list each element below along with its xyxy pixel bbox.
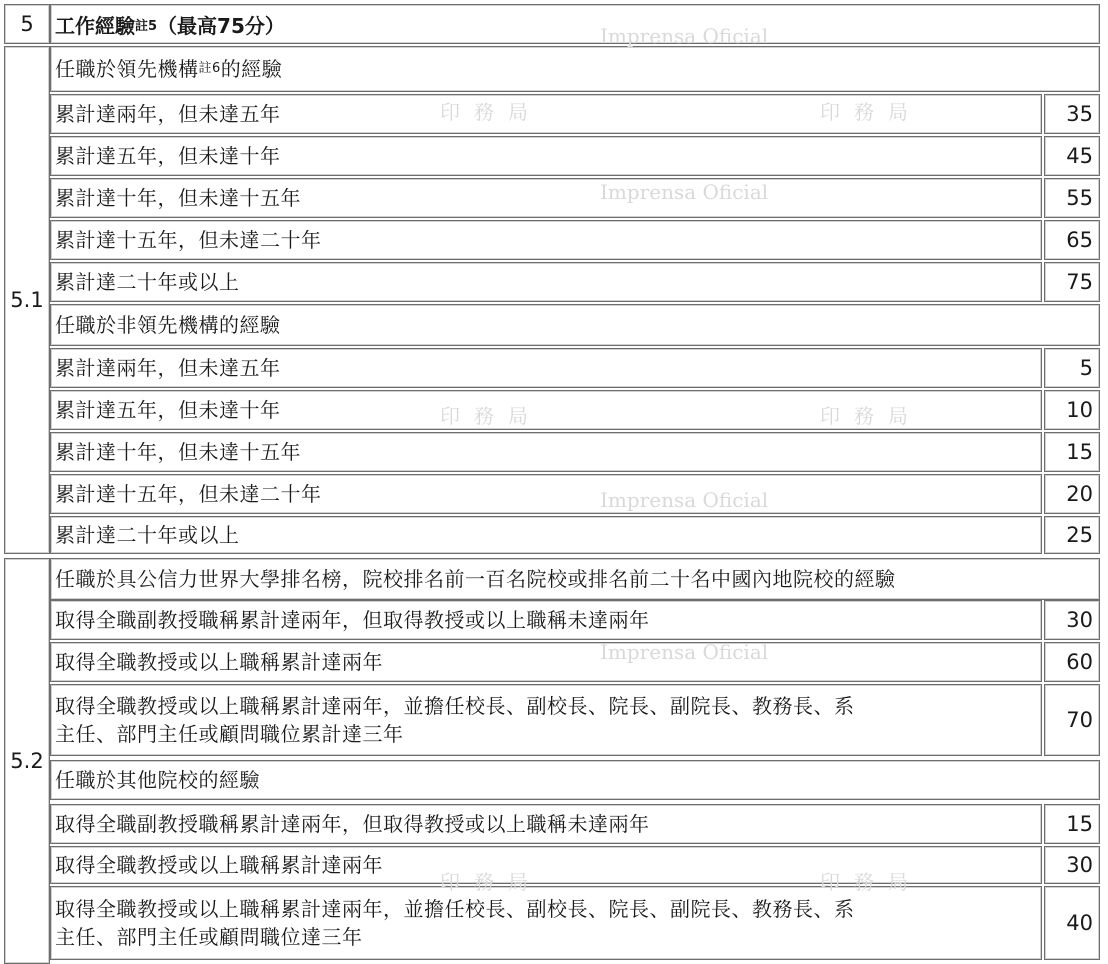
row-points: 30 bbox=[1044, 846, 1100, 884]
row-points: 75 bbox=[1044, 262, 1100, 302]
section-5-2-number: 5.2 bbox=[4, 558, 50, 964]
row-points: 20 bbox=[1044, 474, 1100, 514]
row-label: 累計達兩年，但未達五年 bbox=[50, 94, 1042, 134]
group-title-other-universities: 任職於其他院校的經驗 bbox=[50, 760, 1100, 800]
row-label: 取得全職副教授職稱累計達兩年，但取得教授或以上職稱未達兩年 bbox=[50, 600, 1042, 640]
row-points: 30 bbox=[1044, 600, 1100, 640]
watermark-text: 印務局 bbox=[440, 870, 542, 894]
row-label: 取得全職教授或以上職稱累計達兩年 bbox=[50, 846, 1042, 884]
group-title-leading: 任職於領先機構 註6 的經驗 bbox=[50, 46, 1100, 92]
group-title-non-leading: 任職於非領先機構的經驗 bbox=[50, 304, 1100, 346]
watermark-text: Imprensa Oficial bbox=[600, 488, 769, 512]
watermark-text: 印務局 bbox=[440, 404, 542, 428]
row-label: 累計達十年，但未達十五年 bbox=[50, 432, 1042, 472]
watermark-text: Imprensa Oficial bbox=[600, 640, 769, 664]
row-label: 累計達五年，但未達十年 bbox=[50, 136, 1042, 176]
row-label: 累計達五年，但未達十年 bbox=[50, 390, 1042, 430]
row-points: 15 bbox=[1044, 432, 1100, 472]
watermark-text: 印務局 bbox=[820, 870, 922, 894]
row-label: 累計達兩年，但未達五年 bbox=[50, 348, 1042, 388]
row-label: 取得全職教授或以上職稱累計達兩年，並擔任校長、副校長、院長、副院長、教務長、系 主任、部門主任或顧問職位累計達三年 bbox=[50, 684, 1042, 756]
row-points: 45 bbox=[1044, 136, 1100, 176]
row-points: 35 bbox=[1044, 94, 1100, 134]
row-points: 10 bbox=[1044, 390, 1100, 430]
row-points: 15 bbox=[1044, 804, 1100, 844]
section-5-title: 工作經驗 註5 （最高75分） bbox=[50, 4, 1100, 44]
row-points: 40 bbox=[1044, 886, 1100, 960]
watermark-text: 印務局 bbox=[440, 100, 542, 124]
watermark-text: 印務局 bbox=[820, 100, 922, 124]
row-points: 55 bbox=[1044, 178, 1100, 218]
row-label: 累計達十五年，但未達二十年 bbox=[50, 220, 1042, 260]
group-title-ranked-universities: 任職於具公信力世界大學排名榜，院校排名前一百名院校或排名前二十名中國內地院校的經驗 bbox=[50, 558, 1100, 600]
row-label: 取得全職教授或以上職稱累計達兩年 bbox=[50, 642, 1042, 682]
row-label: 累計達十五年，但未達二十年 bbox=[50, 474, 1042, 514]
section-5-number: 5 bbox=[4, 4, 50, 44]
row-points: 65 bbox=[1044, 220, 1100, 260]
row-label: 取得全職教授或以上職稱累計達兩年，並擔任校長、副校長、院長、副院長、教務長、系 主任、部門主任或顧問職位達三年 bbox=[50, 886, 1042, 960]
row-label: 累計達二十年或以上 bbox=[50, 516, 1042, 554]
row-points: 70 bbox=[1044, 684, 1100, 756]
row-points: 25 bbox=[1044, 516, 1100, 554]
row-label: 累計達十年，但未達十五年 bbox=[50, 178, 1042, 218]
row-points: 5 bbox=[1044, 348, 1100, 388]
section-5-1-number: 5.1 bbox=[4, 46, 50, 554]
row-points: 60 bbox=[1044, 642, 1100, 682]
watermark-text: 印務局 bbox=[820, 404, 922, 428]
row-label: 取得全職副教授職稱累計達兩年，但取得教授或以上職稱未達兩年 bbox=[50, 804, 1042, 844]
watermark-text: Imprensa Oficial bbox=[600, 24, 769, 48]
row-label: 累計達二十年或以上 bbox=[50, 262, 1042, 302]
watermark-text: Imprensa Oficial bbox=[600, 180, 769, 204]
